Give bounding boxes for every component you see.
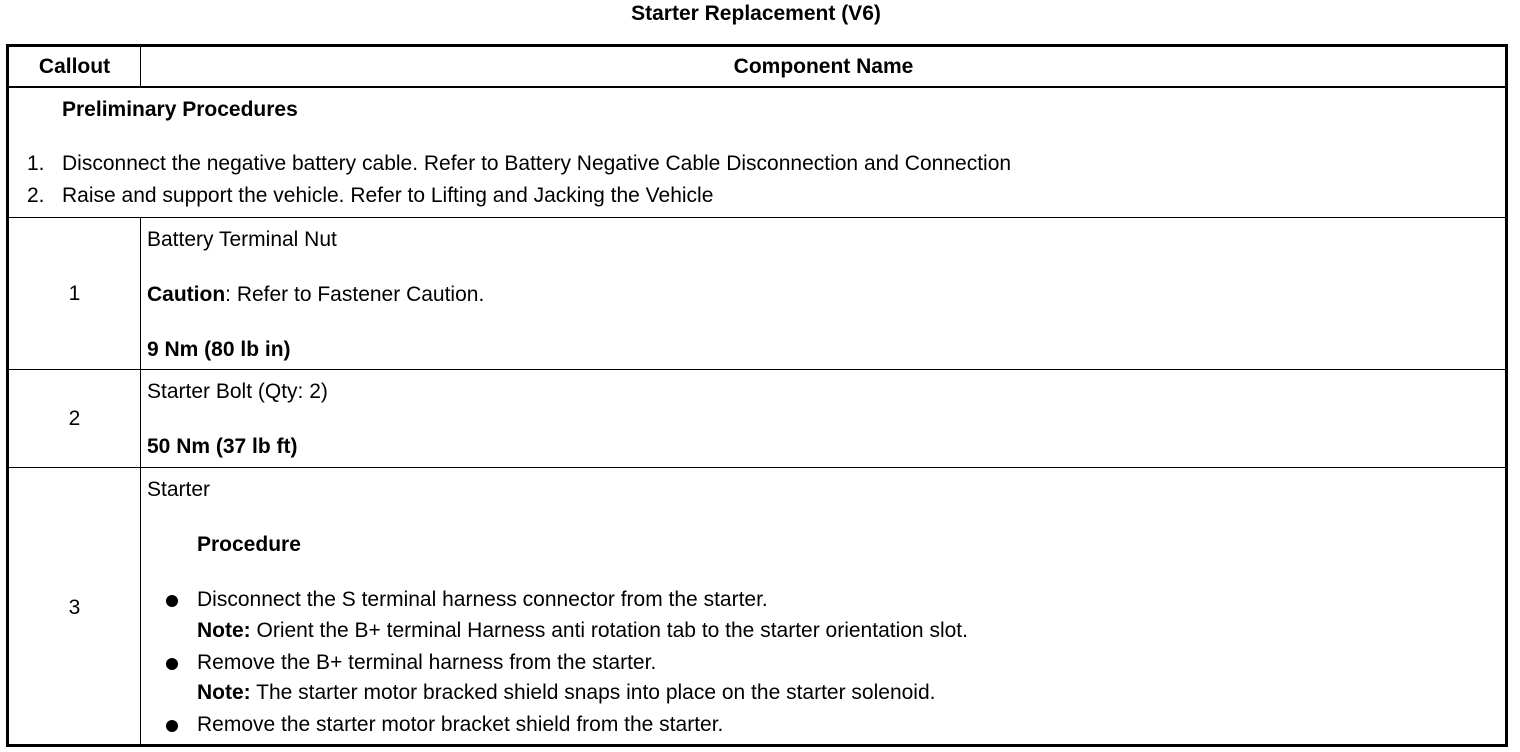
note-line xyxy=(197,619,968,643)
caution-line xyxy=(147,283,484,307)
table-row xyxy=(9,468,1505,747)
bullet-text: Remove the B+ terminal harness from the starter. xyxy=(197,651,657,674)
torque-spec: 50 Nm (37 lb ft) xyxy=(147,435,298,458)
step-text: Raise and support the vehicle. Refer to Lifting and Jacking the Vehicle xyxy=(62,184,714,207)
note-label: Note: xyxy=(197,619,251,642)
component-name-header: Component Name xyxy=(733,54,914,78)
component-table xyxy=(6,44,1508,747)
bullet-text: Disconnect the S terminal harness connector from the starter. xyxy=(197,588,768,611)
callout-number: 2 xyxy=(9,370,141,467)
table-header-row xyxy=(9,47,1505,88)
procedure-title: Procedure xyxy=(197,533,301,556)
component-cell xyxy=(142,218,1505,369)
callout-number: 3 xyxy=(9,468,141,747)
preliminary-procedures-title: Preliminary Procedures xyxy=(62,98,298,121)
bullet-icon xyxy=(166,595,178,607)
torque-spec: 9 Nm (80 lb in) xyxy=(147,338,291,361)
table-row xyxy=(9,218,1505,370)
callout-number: 1 xyxy=(9,218,141,369)
step-text: Disconnect the negative battery cable. Refer to Battery Negative Cable Disconnection and Connection xyxy=(62,152,1012,175)
component-name: Starter Bolt (Qty: 2) xyxy=(147,380,328,403)
preliminary-step xyxy=(27,152,1011,176)
bullet-text: Remove the starter motor bracket shield from the starter. xyxy=(197,713,724,736)
caution-label: Caution xyxy=(147,283,226,306)
table-row xyxy=(9,370,1505,468)
bullet-icon xyxy=(166,720,178,732)
preliminary-step xyxy=(27,184,713,208)
note-label: Note: xyxy=(197,681,251,704)
component-cell xyxy=(142,468,1505,747)
document-title: Starter Replacement (V6) xyxy=(631,2,881,25)
component-name: Battery Terminal Nut xyxy=(147,228,337,251)
step-number: 1. xyxy=(27,152,45,175)
preliminary-procedures-row xyxy=(9,88,1505,218)
component-name: Starter xyxy=(147,478,211,501)
step-number: 2. xyxy=(27,184,45,207)
note-text: Orient the B+ terminal Harness anti rotation tab to the starter orientation slot. xyxy=(250,619,968,642)
note-line xyxy=(197,681,936,705)
note-text: The starter motor bracked shield snaps into place on the starter solenoid. xyxy=(250,681,936,704)
component-cell xyxy=(142,370,1505,467)
bullet-icon xyxy=(166,658,178,670)
caution-text: : Refer to Fastener Caution. xyxy=(225,283,485,306)
callout-header: Callout xyxy=(9,47,141,86)
